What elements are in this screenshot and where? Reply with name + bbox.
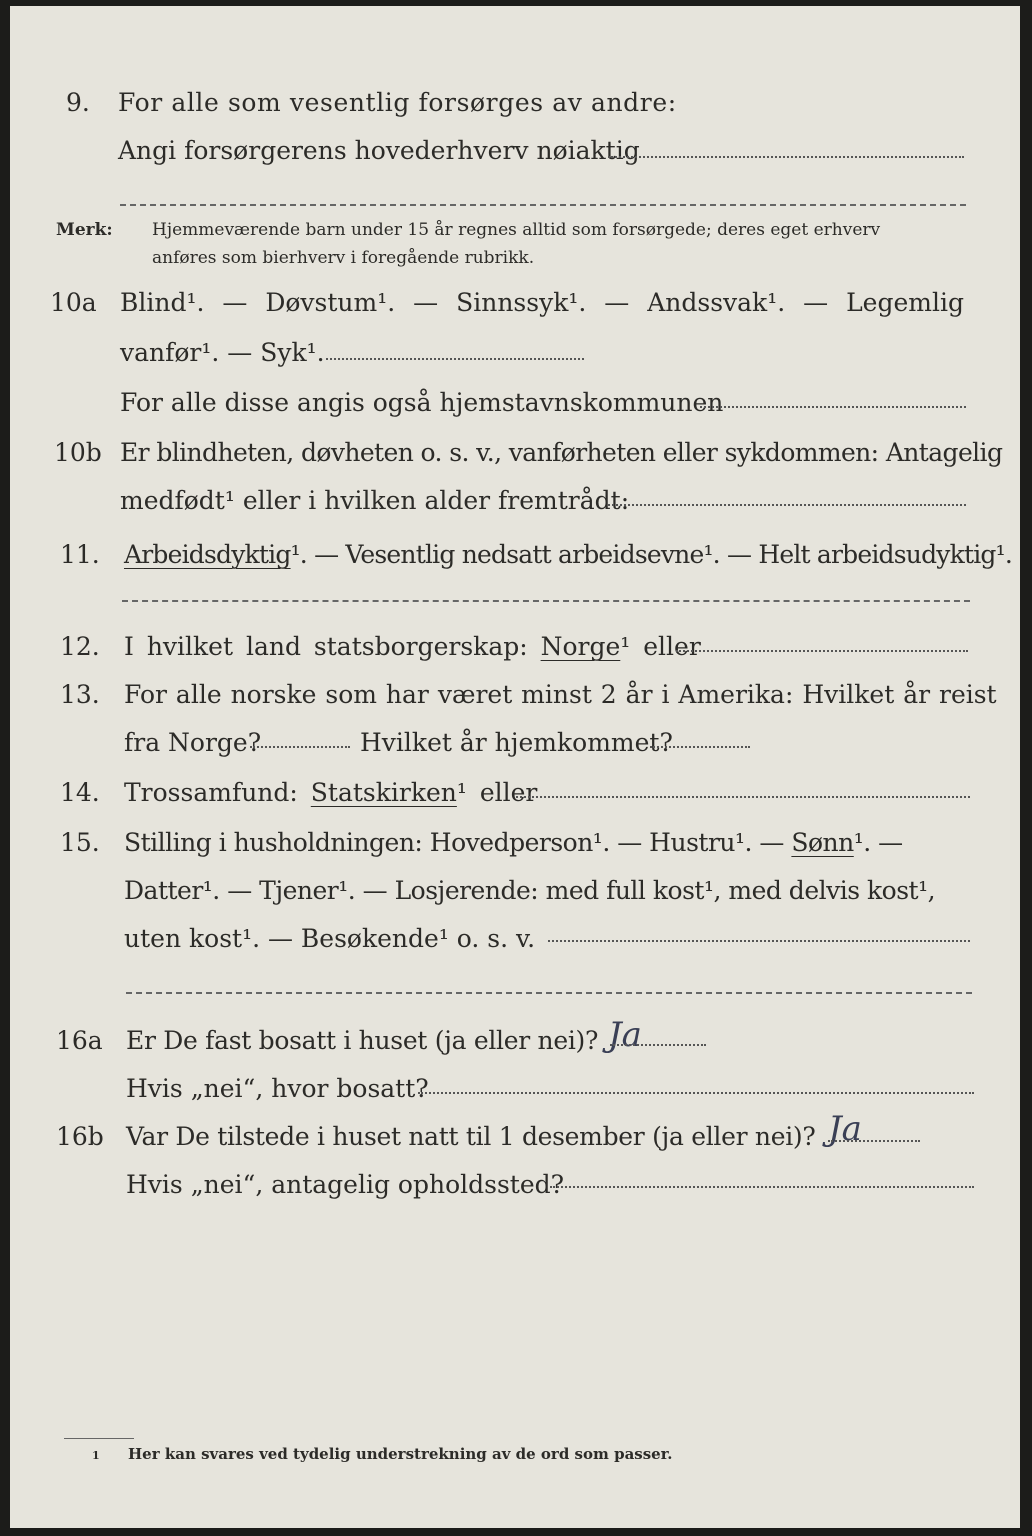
q12-post: ¹ eller xyxy=(620,632,701,661)
q10a-kommune-line xyxy=(700,406,966,408)
q16a-handwritten-answer: Ja xyxy=(608,1015,642,1055)
q11-number: 11. xyxy=(60,540,100,569)
divider xyxy=(122,600,970,602)
q14-line xyxy=(124,778,537,808)
q14-post: ¹ eller xyxy=(456,778,538,807)
q14-number: 14. xyxy=(60,778,100,807)
q15-line1 xyxy=(124,828,903,858)
q11-marked-option: Arbeidsdyktig xyxy=(124,540,291,569)
q14-marked-option: Statskirken xyxy=(310,778,457,807)
q16a-line2: Hvis „nei“, hvor bosatt? xyxy=(126,1074,429,1103)
q15-answer-line xyxy=(548,940,970,942)
q15-number: 15. xyxy=(60,828,100,857)
divider xyxy=(120,204,966,206)
q16b-line1: Var De tilstede i huset natt til 1 desember (ja eller nei)? xyxy=(126,1122,816,1151)
q12-line xyxy=(124,632,701,662)
merk-line1: Hjemmeværende barn under 15 år regnes alltid som forsørgede; deres eget erhverv xyxy=(152,220,881,240)
q13-line1: For alle norske som har været minst 2 år i Amerika: Hvilket år reist xyxy=(124,680,997,709)
footnote-text: Her kan svares ved tydelig understrekning av de ord som passer. xyxy=(128,1445,673,1463)
q16a-answer-line xyxy=(610,1044,706,1046)
q16b-answer-line xyxy=(828,1140,920,1142)
q12-marked-option: Norge xyxy=(540,632,621,661)
q9-answer-line xyxy=(608,156,964,158)
q12-answer-line xyxy=(676,650,968,652)
q15-line1a: Stilling i husholdningen: Hovedperson¹. — Hustru¹. — xyxy=(124,828,784,857)
census-form-page xyxy=(10,6,1020,1528)
q12-number: 12. xyxy=(60,632,100,661)
q10b-answer-line xyxy=(608,504,966,506)
q13-hjemkommet-line xyxy=(650,746,750,748)
q13-line2b: Hvilket år hjemkommet? xyxy=(360,728,673,757)
q16b-handwritten-answer: Ja xyxy=(828,1109,862,1149)
q16b-opholdssted-line xyxy=(550,1186,974,1188)
merk-label: Merk: xyxy=(56,220,113,240)
merk-line2: anføres som bierhverv i foregående rubrikk. xyxy=(152,248,535,268)
q9-number: 9. xyxy=(66,88,90,117)
q9-line1: For alle som vesentlig forsørges av andre: xyxy=(118,88,677,117)
q10b-number: 10b xyxy=(54,438,102,467)
q15-line1c: ¹. — xyxy=(853,828,903,857)
q10b-line1: Er blindheten, døvheten o. s. v., vanførheten eller sykdommen: Antagelig xyxy=(120,438,1003,467)
q11-line xyxy=(124,540,1012,570)
footnote-marker: 1 xyxy=(92,1449,100,1462)
q12-pre: I hvilket land statsborgerskap: xyxy=(124,632,528,661)
q16a-number: 16a xyxy=(56,1026,103,1055)
q10a-line2: vanfør¹. — Syk¹. xyxy=(120,338,325,367)
q14-pre: Trossamfund: xyxy=(124,778,298,807)
q15-line2: Datter¹. — Tjener¹. — Losjerende: med full kost¹, med delvis kost¹, xyxy=(124,876,936,905)
q16b-line2: Hvis „nei“, antagelig opholdssted? xyxy=(126,1170,565,1199)
q15-line3: uten kost¹. — Besøkende¹ o. s. v. xyxy=(124,924,536,953)
q16b-number: 16b xyxy=(56,1122,104,1151)
q13-line2a: fra Norge? xyxy=(124,728,262,757)
q10a-line1: Blind¹. — Døvstum¹. — Sinnssyk¹. — Andssvak¹. — Legemlig xyxy=(120,288,964,317)
q16a-bosatt-line xyxy=(418,1092,974,1094)
footnote-rule xyxy=(64,1438,134,1439)
q11-rest: ¹. — Vesentlig nedsatt arbeidsevne¹. — Helt arbeidsudyktig¹. xyxy=(290,540,1012,569)
q10a-answer-line xyxy=(326,358,584,360)
divider xyxy=(126,992,972,994)
q15-marked-option: Sønn xyxy=(791,828,854,857)
q10a-line3: For alle disse angis også hjemstavnskommunen xyxy=(120,388,724,417)
q13-reist-line xyxy=(250,746,350,748)
q14-answer-line xyxy=(516,796,970,798)
q10b-line2: medfødt¹ eller i hvilken alder fremtrådt: xyxy=(120,486,630,515)
q16a-line1: Er De fast bosatt i huset (ja eller nei)? xyxy=(126,1026,599,1055)
q10a-number: 10a xyxy=(50,288,97,317)
q9-line2: Angi forsørgerens hovederhverv nøiaktig xyxy=(118,136,640,165)
q13-number: 13. xyxy=(60,680,100,709)
